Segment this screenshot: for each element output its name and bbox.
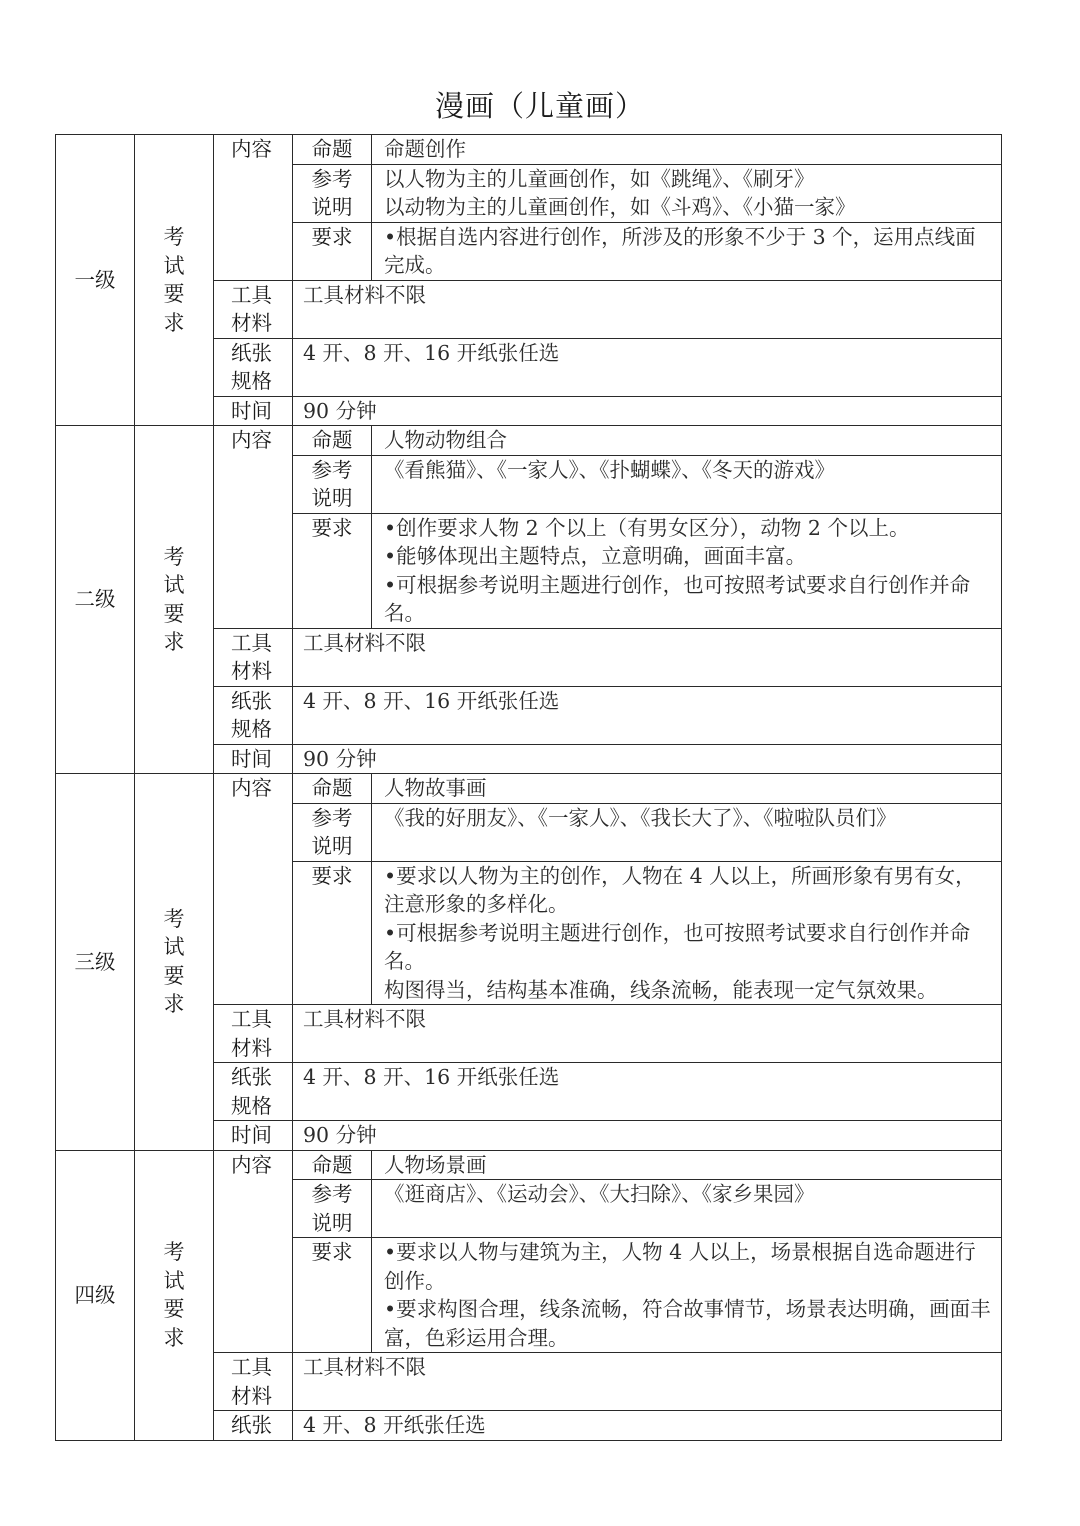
topic-label: 命题 xyxy=(293,426,372,456)
topic-value: 人物动物组合 xyxy=(372,426,1002,456)
paper-label: 纸张 xyxy=(214,1411,293,1441)
exam-requirement-label: 考试要求 xyxy=(135,135,214,426)
requirement-label: 要求 xyxy=(293,1238,372,1353)
requirement-label: 要求 xyxy=(293,513,372,628)
reference-value: 以人物为主的儿童画创作，如《跳绳》、《刷牙》 以动物为主的儿童画创作，如《斗鸡》、《小猫一家》 xyxy=(372,164,1002,222)
reference-value: 《看熊猫》、《一家人》、《扑蝴蝶》、《冬天的游戏》 xyxy=(372,455,1002,513)
exam-requirement-label: 考试要求 xyxy=(135,774,214,1151)
tools-value: 工具材料不限 xyxy=(293,628,1002,686)
requirement-value: •根据自选内容进行创作，所涉及的形象不少于 3 个，运用点线面完成。 xyxy=(372,222,1002,280)
table-row xyxy=(56,135,1002,165)
content-label: 内容 xyxy=(214,135,293,281)
page-title: 漫画（儿童画） xyxy=(434,89,645,123)
tools-value: 工具材料不限 xyxy=(293,1353,1002,1411)
requirement-label: 要求 xyxy=(293,861,372,1005)
table-row xyxy=(56,774,1002,804)
reference-label: 参考说明 xyxy=(293,803,372,861)
topic-value: 人物故事画 xyxy=(372,774,1002,804)
time-label: 时间 xyxy=(214,1121,293,1151)
paper-value: 4 开、8 开、16 开纸张任选 xyxy=(293,686,1002,744)
time-value: 90 分钟 xyxy=(293,396,1002,426)
tools-value: 工具材料不限 xyxy=(293,1005,1002,1063)
topic-value: 命题创作 xyxy=(372,135,1002,165)
tools-label: 工具材料 xyxy=(214,280,293,338)
topic-label: 命题 xyxy=(293,774,372,804)
time-label: 时间 xyxy=(214,744,293,774)
time-label: 时间 xyxy=(214,396,293,426)
table-row xyxy=(56,1150,1002,1180)
requirement-value: •创作要求人物 2 个以上（有男女区分），动物 2 个以上。 •能够体现出主题特点，立意明确，画面丰富。 •可根据参考说明主题进行创作，也可按照考试要求自行创作并命名。 xyxy=(372,513,1002,628)
level-cell: 一级 xyxy=(56,135,135,426)
topic-label: 命题 xyxy=(293,135,372,165)
tools-label: 工具材料 xyxy=(214,1353,293,1411)
paper-value: 4 开、8 开、16 开纸张任选 xyxy=(293,1063,1002,1121)
reference-label: 参考说明 xyxy=(293,455,372,513)
reference-label: 参考说明 xyxy=(293,1180,372,1238)
reference-value: 《逛商店》、《运动会》、《大扫除》、《家乡果园》 xyxy=(372,1180,1002,1238)
reference-label: 参考说明 xyxy=(293,164,372,222)
table-row xyxy=(56,426,1002,456)
paper-label: 纸张规格 xyxy=(214,338,293,396)
level-cell: 四级 xyxy=(56,1150,135,1440)
time-value: 90 分钟 xyxy=(293,744,1002,774)
exam-requirement-label: 考试要求 xyxy=(135,1150,214,1440)
requirement-value: •要求以人物为主的创作，人物在 4 人以上，所画形象有男有女，注意形象的多样化。 •可根据参考说明主题进行创作，也可按照考试要求自行创作并命名。 构图得当，结构基本准确，线条流畅，能表现一定气氛效果。 xyxy=(372,861,1002,1005)
time-value: 90 分钟 xyxy=(293,1121,1002,1151)
exam-requirement-label: 考试要求 xyxy=(135,426,214,774)
exam-requirements-table xyxy=(55,134,1002,1441)
paper-value: 4 开、8 开、16 开纸张任选 xyxy=(293,338,1002,396)
content-label: 内容 xyxy=(214,774,293,1005)
requirement-label: 要求 xyxy=(293,222,372,280)
topic-value: 人物场景画 xyxy=(372,1150,1002,1180)
level-cell: 二级 xyxy=(56,426,135,774)
tools-label: 工具材料 xyxy=(214,628,293,686)
topic-label: 命题 xyxy=(293,1150,372,1180)
content-label: 内容 xyxy=(214,426,293,629)
tools-value: 工具材料不限 xyxy=(293,280,1002,338)
requirement-value: •要求以人物与建筑为主，人物 4 人以上，场景根据自选命题进行创作。 •要求构图合理，线条流畅，符合故事情节，场景表达明确，画面丰富，色彩运用合理。 xyxy=(372,1238,1002,1353)
paper-value: 4 开、8 开纸张任选 xyxy=(293,1411,1002,1441)
paper-label: 纸张规格 xyxy=(214,1063,293,1121)
content-label: 内容 xyxy=(214,1150,293,1353)
level-cell: 三级 xyxy=(56,774,135,1151)
reference-value: 《我的好朋友》、《一家人》、《我长大了》、《啦啦队员们》 xyxy=(372,803,1002,861)
tools-label: 工具材料 xyxy=(214,1005,293,1063)
paper-label: 纸张规格 xyxy=(214,686,293,744)
